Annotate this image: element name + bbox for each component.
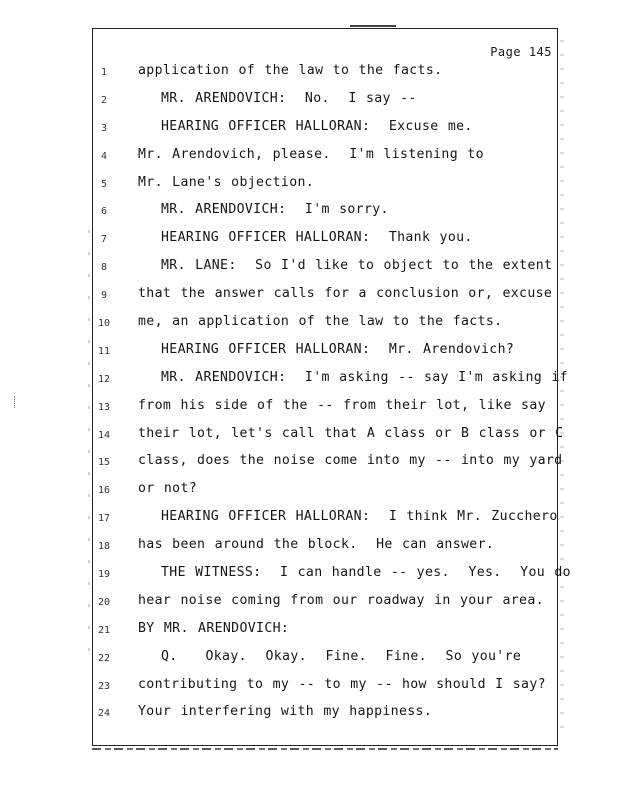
- line-number: 6: [100, 206, 108, 218]
- line-number: 24: [97, 708, 111, 720]
- line-number: 2: [100, 94, 108, 106]
- line-number: 23: [97, 680, 111, 692]
- line-text: THE WITNESS: I can handle -- yes. Yes. You do: [161, 565, 571, 581]
- transcript-line: [0, 393, 560, 421]
- transcript-line: [0, 58, 560, 86]
- line-number: 11: [97, 345, 111, 357]
- line-number: 22: [97, 652, 111, 664]
- line-number: 15: [97, 457, 111, 469]
- line-number: 7: [100, 234, 108, 246]
- transcript-line: [0, 504, 560, 532]
- line-number: 9: [100, 290, 108, 302]
- line-text: MR. ARENDOVICH: I'm asking -- say I'm asking if: [161, 369, 568, 385]
- line-text: MR. ARENDOVICH: I'm sorry.: [161, 202, 389, 218]
- transcript-line: [0, 616, 560, 644]
- line-text: application of the law to the facts.: [138, 63, 443, 78]
- transcript-line: [0, 672, 560, 700]
- line-text: MR. ARENDOVICH: No. I say --: [161, 90, 417, 106]
- line-text: HEARING OFFICER HALLORAN: I think Mr. Zucchero: [161, 509, 558, 525]
- line-text: Mr. Lane's objection.: [138, 174, 315, 190]
- scan-artifact-right-edge: [560, 40, 564, 740]
- transcript-line: [0, 699, 560, 727]
- line-text: Q. Okay. Okay. Fine. Fine. So you're: [161, 648, 522, 664]
- line-text: class, does the noise come into my -- into my yard: [138, 453, 563, 469]
- transcript-line: [0, 560, 571, 588]
- transcript-line: [0, 644, 560, 672]
- page-number: Page 145: [490, 45, 552, 59]
- transcript-line: [0, 114, 560, 142]
- line-text: hear noise coming from our roadway in your area.: [138, 592, 544, 608]
- line-number: 19: [97, 569, 111, 581]
- line-text: from his side of the -- from their lot, like say: [138, 397, 546, 413]
- transcript-line: [0, 588, 560, 616]
- line-number: 5: [100, 178, 108, 190]
- line-number: 18: [97, 541, 111, 553]
- transcript-line: [0, 86, 560, 114]
- transcript-line: [0, 281, 560, 309]
- transcript-line: [0, 225, 560, 253]
- transcript-line: [0, 170, 560, 198]
- line-text: or not?: [138, 481, 198, 497]
- line-number: 16: [97, 485, 111, 497]
- line-text: HEARING OFFICER HALLORAN: Mr. Arendovich?: [161, 341, 515, 357]
- scan-artifact-bottom-line: [92, 748, 558, 750]
- line-number: 10: [97, 318, 111, 330]
- line-text: their lot, let's call that A class or B class or C: [138, 425, 564, 441]
- transcript-line: [0, 309, 560, 337]
- transcript-line: [0, 532, 560, 560]
- line-text: Your interfering with my happiness.: [138, 704, 433, 720]
- scan-artifact-top: [350, 25, 396, 27]
- line-text: me, an application of the law to the facts.: [138, 314, 503, 330]
- line-text: that the answer calls for a conclusion or, excuse: [138, 286, 553, 302]
- transcript-line: [0, 365, 568, 393]
- line-number: 14: [97, 429, 111, 441]
- line-text: has been around the block. He can answer.: [138, 537, 495, 553]
- line-text: contributing to my -- to my -- how should I say?: [138, 676, 546, 692]
- line-number: 13: [97, 401, 111, 413]
- line-text: MR. LANE: So I'd like to object to the extent: [161, 258, 553, 274]
- line-number: 21: [97, 624, 111, 636]
- line-text: HEARING OFFICER HALLORAN: Excuse me.: [161, 118, 473, 134]
- line-text: BY MR. ARENDOVICH:: [138, 620, 290, 636]
- line-number: 4: [100, 150, 108, 162]
- line-number: 12: [97, 373, 111, 385]
- line-text: HEARING OFFICER HALLORAN: Thank you.: [161, 230, 473, 246]
- line-number: 17: [97, 513, 111, 525]
- line-number: 1: [100, 67, 108, 78]
- line-text: Mr. Arendovich, please. I'm listening to: [138, 146, 484, 162]
- transcript-line: [0, 476, 560, 504]
- transcript-line: [0, 197, 560, 225]
- line-number: 3: [100, 122, 108, 134]
- transcript-line: [0, 448, 563, 476]
- transcript-line: [0, 253, 560, 281]
- transcript-lines: [0, 58, 571, 727]
- transcript-line: [0, 142, 560, 170]
- transcript-line: [0, 421, 564, 449]
- line-number: 20: [97, 596, 111, 608]
- line-number: 8: [100, 262, 108, 274]
- transcript-line: [0, 337, 560, 365]
